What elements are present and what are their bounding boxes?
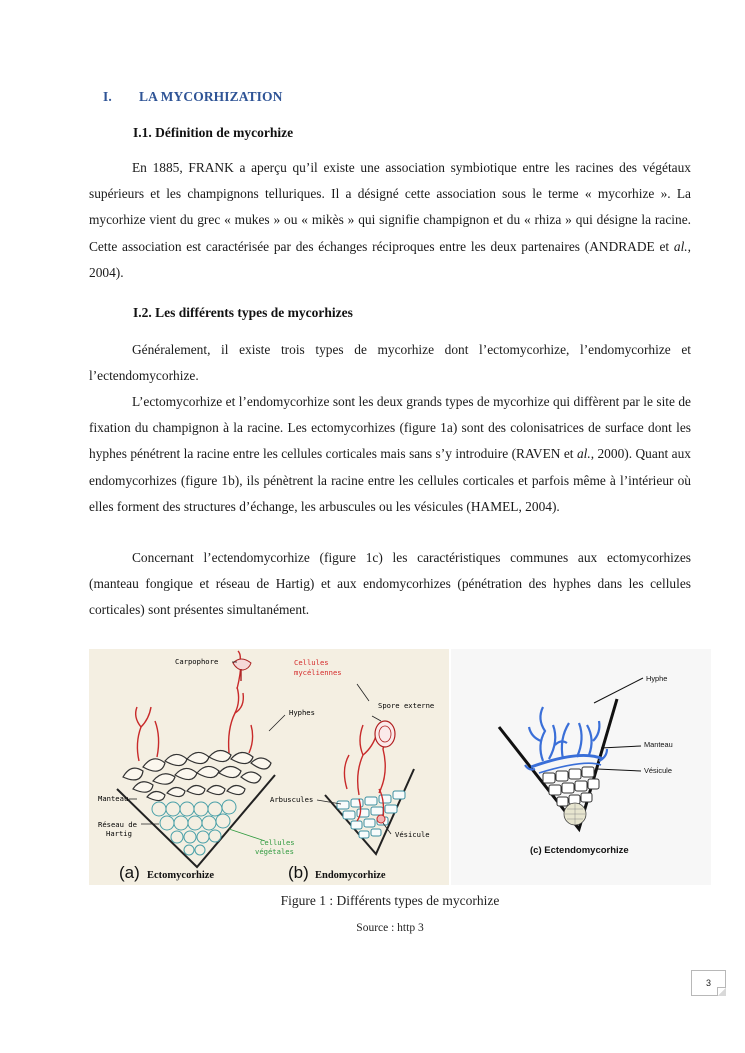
vesicule-icon xyxy=(377,815,385,823)
label-letter-b: (b) xyxy=(288,863,309,882)
label-ectomycorhize: Ectomycorhize xyxy=(147,870,215,881)
label-cellules-vegetales-1: Cellules xyxy=(260,838,295,847)
p1-text: En 1885, FRANK a aperçu qu’il existe une association symbiotique entre les racines des végétaux supérieurs et les champignons telluriques. Il a désigné cette association sous le terme « mycorhize ». La mycorhize vient du grec « mukes » ou « mikès » qui signifie champignon et du « rhiza » qui désigne la racine. Cette association est caractérisée par des échanges réciproques entre les deux partenaires (ANDRADE et xyxy=(89,160,691,254)
label-spore-externe: Spore externe xyxy=(378,701,435,710)
paragraph-ecto-endo xyxy=(89,389,691,520)
p1-end: , 2004). xyxy=(89,238,691,280)
p3-em: al. xyxy=(576,446,591,462)
p1-em: al. xyxy=(673,238,688,254)
label-hyphes: Hyphes xyxy=(289,708,315,717)
paragraph-types-intro xyxy=(89,337,691,389)
figure-caption: Figure 1 : Différents types de mycorhize xyxy=(280,893,500,908)
label-manteau-c: Manteau xyxy=(644,740,673,749)
label-cellules-myceliennes-1: Cellules xyxy=(294,658,329,667)
label-letter-a: (a) xyxy=(119,863,140,882)
label-endomycorhize: Endomycorhize xyxy=(315,870,386,881)
paragraph-ectendo xyxy=(89,545,691,624)
section-heading xyxy=(103,89,283,105)
figure-source: Source : http 3 xyxy=(356,922,424,934)
label-ectendomycorhize: (c) Ectendomycorhize xyxy=(530,845,629,856)
figure-mycorhize-types xyxy=(89,649,711,885)
p2-text: Généralement, il existe trois types de mycorhize dont l’ectomycorhize, l’endomycorhize et l’ectendomycorhize. xyxy=(89,342,691,384)
label-vesicule-b: Vésicule xyxy=(395,830,430,839)
page-number: 3 xyxy=(705,978,711,988)
p3-text: L’ectomycorhize et l’endomycorhize sont les deux grands types de mycorhize qui diffèrent par le site de fixation du champignon à la racine. Les ectomycorhizes (figure 1a) sont des colonisatrices de surface dont les hyphes pénétrent la racine entre les cellules corticales mais sans s’y introduire (RAVEN et xyxy=(89,394,691,462)
subsection-1-title: I.1. Définition de mycorhize xyxy=(133,125,294,140)
page-fold-icon xyxy=(717,987,726,996)
label-cellules-vegetales-2: végétales xyxy=(255,847,294,856)
section-number: I. xyxy=(103,89,112,104)
label-reseau-1: Réseau de xyxy=(98,820,137,829)
page-number-box xyxy=(691,970,726,996)
p3-end: , 2000). Quant aux endomycorhizes (figure 1b), ils pénètrent la racine entre les cellules corticales et parfois même à l’intérieur où elles forment des structures d’échange, les arbuscules ou les vésicules (HAMEL, 2004). xyxy=(89,446,691,514)
label-reseau-2: Hartig xyxy=(106,829,132,838)
label-manteau-a: Manteau xyxy=(98,794,129,803)
subsection-2-title: I.2. Les différents types de mycorhizes xyxy=(133,305,353,320)
spore-icon xyxy=(375,721,395,747)
label-cellules-myceliennes-2: mycéliennes xyxy=(294,668,342,677)
paragraph-definition xyxy=(89,155,691,286)
p4-text: Concernant l’ectendomycorhize (figure 1c) les caractéristiques communes aux ectomycorhizes (manteau fongique et réseau de Hartig) et aux endomycorhizes (pénétration des hyphes dans les cellules corticales) sont présentes simultanément. xyxy=(89,550,691,618)
label-vesicule-c: Vésicule xyxy=(644,766,672,775)
label-carpophore: Carpophore xyxy=(175,657,219,666)
label-hyphe: Hyphe xyxy=(646,674,668,683)
section-title: LA MYCORHIZATION xyxy=(139,89,283,104)
label-arbuscules: Arbuscules xyxy=(270,795,314,804)
